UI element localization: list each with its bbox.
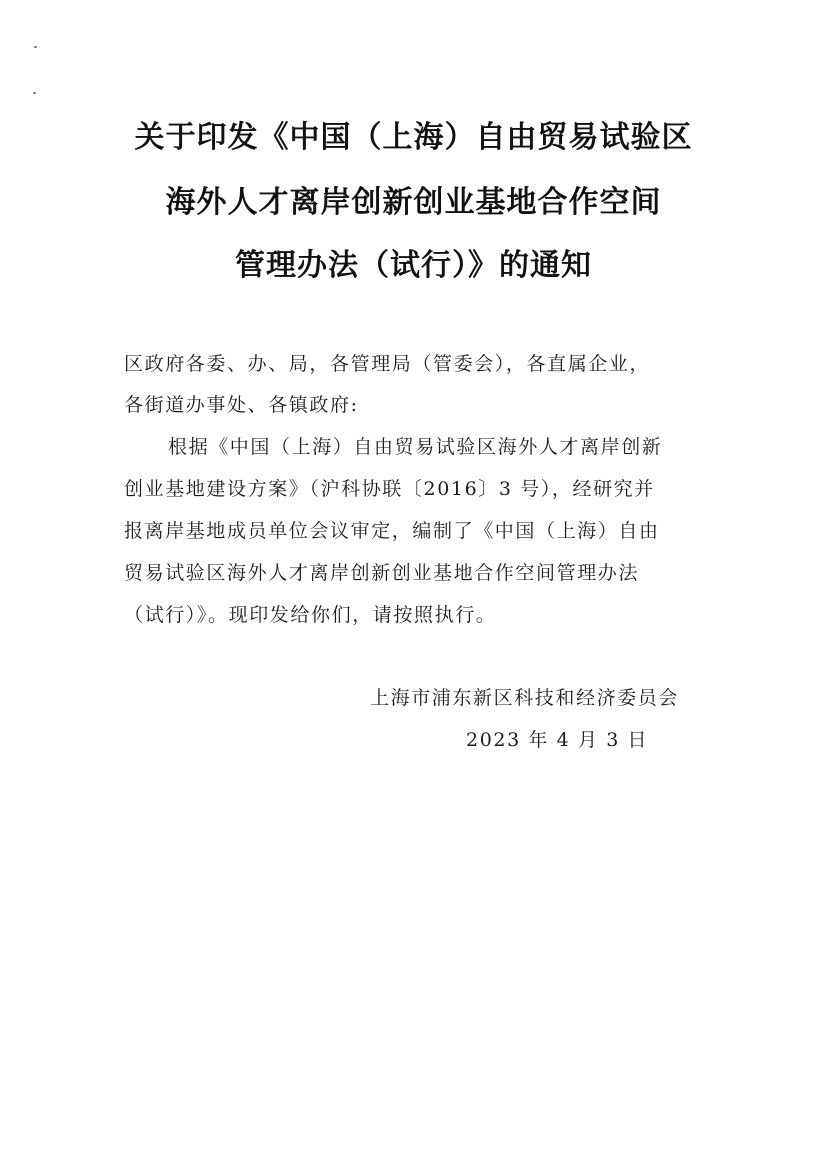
salutation-line-2: 各街道办事处、各镇政府:: [124, 394, 359, 416]
issue-date: 2023 年 4 月 3 日: [466, 729, 649, 751]
title-line-3: 管理办法（试行）》的通知: [235, 248, 592, 283]
issuer-name: 上海市浦东新区科技和经济委员会: [370, 687, 680, 709]
body-line-3: 报离岸基地成员单位会议审定，编制了《中国（上海）自由: [124, 520, 660, 542]
body-line-4: 贸易试验区海外人才离岸创新创业基地合作空间管理办法: [124, 562, 640, 584]
title-line-2: 海外人才离岸创新创业基地合作空间: [165, 185, 662, 220]
body-line-1: 根据《中国（上海）自由贸易试验区海外人才离岸创新: [168, 436, 663, 458]
body-line-2: 创业基地建设方案》（沪科协联〔2016〕3 号），经研究并: [124, 478, 655, 500]
scan-speck: [33, 92, 36, 94]
body-line-5: （试行）》。现印发给你们，请按照执行。: [124, 604, 497, 626]
salutation-line-1: 区政府各委、办、局，各管理局（管委会），各直属企业，: [124, 353, 651, 375]
scan-speck: [34, 46, 37, 48]
title-line-1: 关于印发《中国（上海）自由贸易试验区: [134, 120, 693, 155]
